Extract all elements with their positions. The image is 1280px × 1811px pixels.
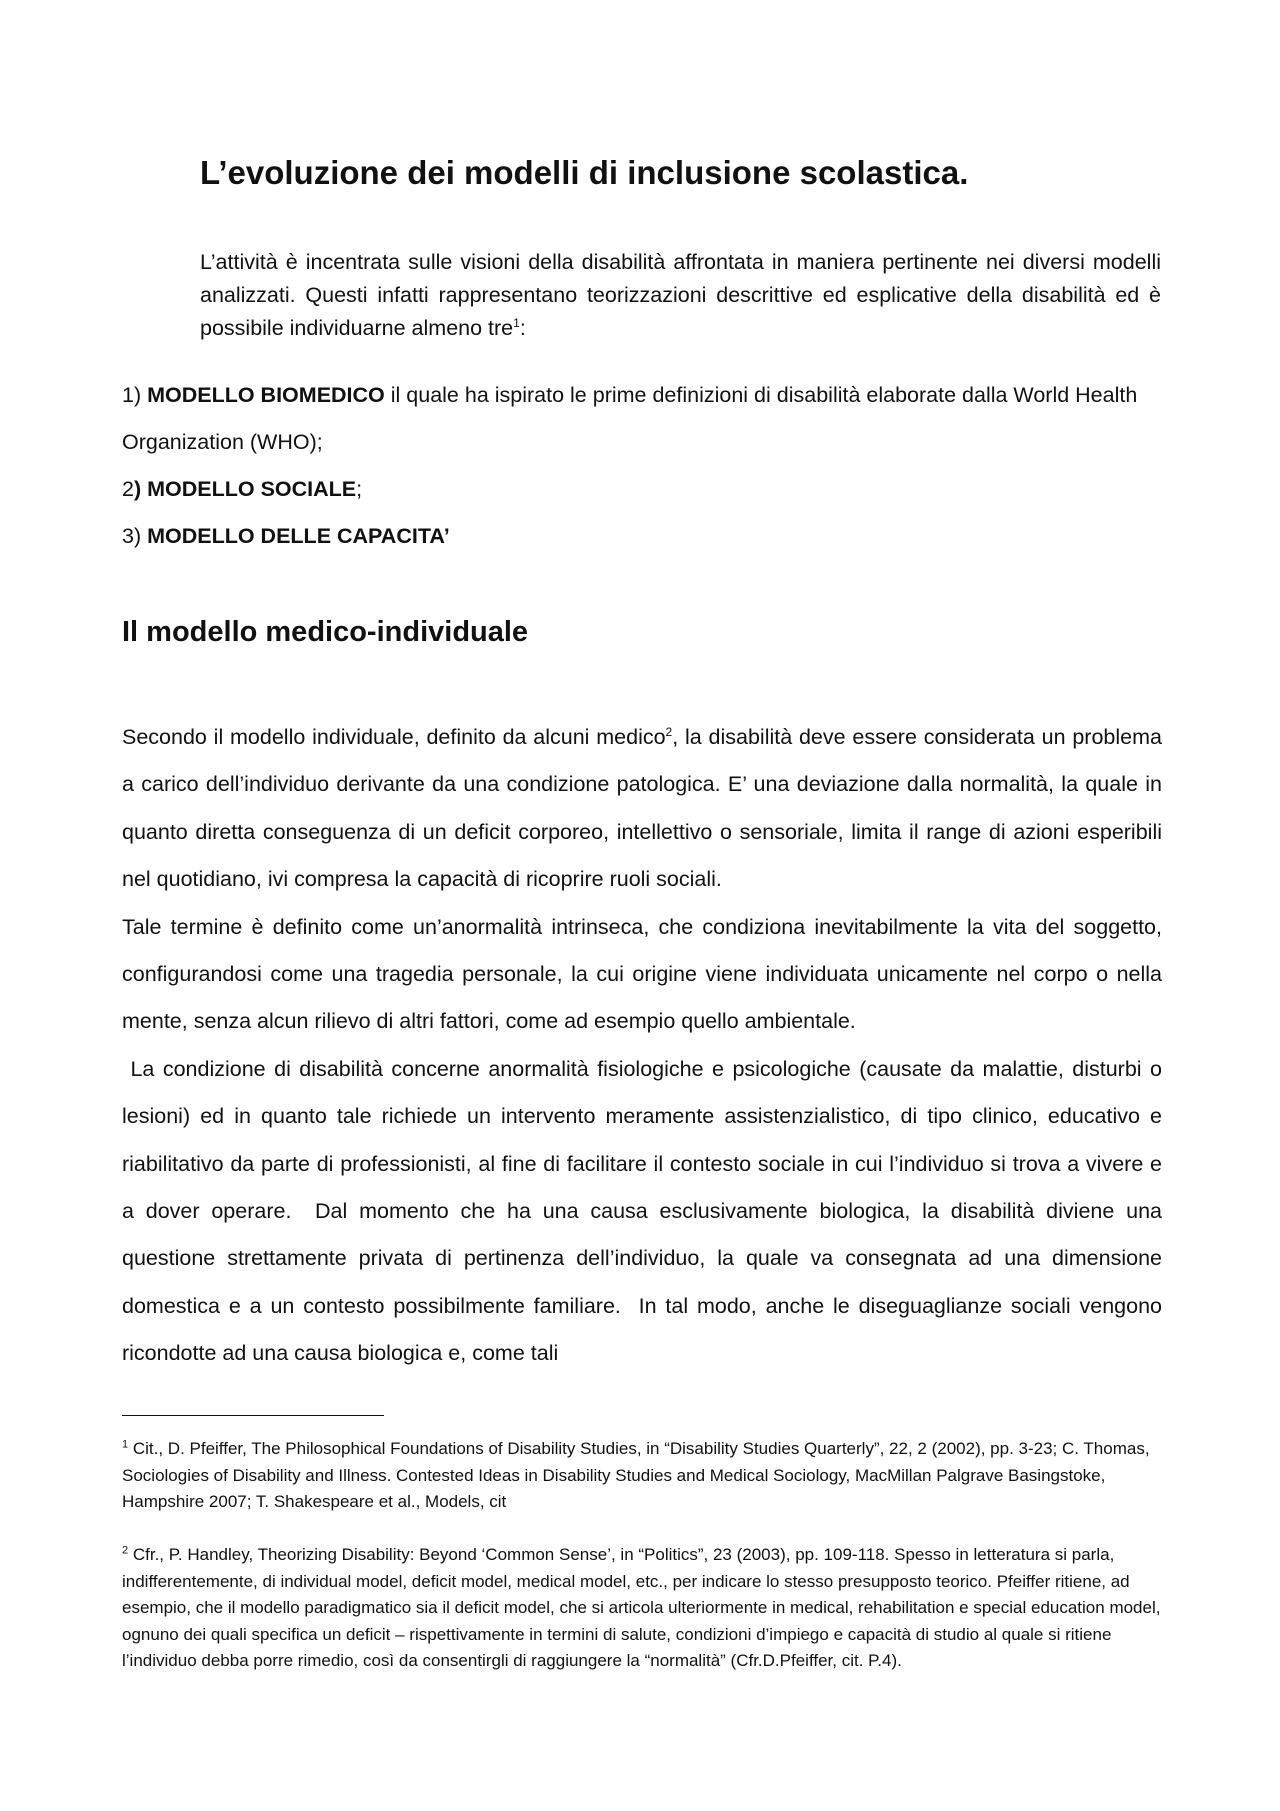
- footnote-1: [122, 1436, 1162, 1516]
- body-text: [122, 714, 1168, 1378]
- footnote-2: [122, 1542, 1162, 1675]
- body-paragraph-2: Tale termine è definito come un’anormalità intrinseca, che condiziona inevitabilmente la vita del soggetto, configurandosi come una tragedia personale, la cui origine viene individuata unicamente nel corpo o nella mente, senza alcun rilievo di altri fattori, come ad esempio quello ambientale.: [122, 914, 1162, 1034]
- models-list: [122, 372, 1162, 560]
- intro-text: L’attività è incentrata sulle visioni della disabilità affrontata in maniera pertinente nei diversi modelli analizzati. Questi infatti rappresentano teorizzazioni descrittive ed esplicative della disabilità ed è possibile individuarne almeno tre: [200, 250, 1161, 340]
- footnote-text: Cit., D. Pfeiffer, The Philosophical Foundations of Disability Studies, in “Disability Studies Quarterly”, 22, 2 (2002), pp. 3-23; C. Thomas, Sociologies of Disability and Illness. Contested Ideas in Disability Studies and Medical Sociology, MacMillan Palgrave Basingstoke, Hampshire 2007; T. Shakespeare et al., Models, cit: [122, 1439, 1150, 1511]
- document-title: L’evoluzione dei modelli di inclusione scolastica.: [200, 154, 969, 191]
- list-item-name: MODELLO BIOMEDICO: [147, 383, 385, 407]
- list-item-sociale: [122, 466, 1162, 513]
- intro-suffix: :: [519, 316, 526, 340]
- footnote-mark: 1: [122, 1438, 129, 1451]
- list-item-description: ;: [356, 477, 363, 501]
- footnote-separator: [122, 1415, 384, 1416]
- footnote-ref-1[interactable]: 1: [513, 315, 520, 330]
- list-item-number: 1): [122, 383, 148, 407]
- body-paragraph-1-end: , la disabilità deve essere considerata un problema a carico dell’individuo derivante da una condizione patologica. E’ una deviazione dalla normalità, la quale in quanto diretta conseguenza di un deficit corporeo, intellettivo o sensoriale, limita il range di azioni esperibili nel quotidiano, ivi compresa la capacità di ricoprire ruoli sociali.: [122, 725, 1162, 892]
- footnote-mark: 2: [122, 1544, 129, 1557]
- list-item-biomedico: [122, 372, 1162, 466]
- section-heading: Il modello medico-individuale: [122, 616, 529, 648]
- intro-paragraph: [200, 246, 1161, 345]
- list-item-number: 3): [122, 524, 148, 548]
- body-paragraph-3: La condizione di disabilità concerne anormalità fisiologiche e psicologiche (causate da malattie, disturbi o lesioni) ed in quanto tale richiede un intervento meramente assistenzialistico, di tipo clinico, educativo e riabilitativo da parte di professionisti, al fine di facilitare il contesto sociale in cui l’individuo si trova a vivere e a dover operare. Dal momento che ha una causa esclusivamente biologica, la disabilità diviene una questione strettamente privata di pertinenza dell’individuo, la quale va consegnata ad una dimensione domestica e a un contesto possibilmente familiare. In tal modo, anche le diseguaglianze sociali vengono ricondotte ad una causa biologica e, come tali: [122, 1056, 1168, 1366]
- list-item-name: MODELLO DELLE CAPACITA’: [147, 524, 450, 548]
- list-item-number: 2: [122, 477, 134, 501]
- footnote-text: Cfr., P. Handley, Theorizing Disability: Beyond ‘Common Sense’, in “Politics”, 23 (2003), pp. 109-118. Spesso in letteratura si parla, indifferentemente, di individual model, deficit model, medical model, etc., per indicare lo stesso presupposto teorico. Pfeiffer ritiene, ad esempio, che il modello paradigmatico sia il deficit model, che si articola ulteriormente in medical, rehabilitation e special education model, ognuno dei quali specifica un deficit – rispettivamente in termini di salute, condizioni d’impiego e capacità di studio al quale si ritiene l’individuo debba porre rimedio, così da consentirgli di raggiungere la “normalità” (Cfr.D.Pfeiffer, cit. P.4).: [122, 1545, 1161, 1670]
- body-paragraph-1-start: Secondo il modello individuale, definito da alcuni medico: [122, 725, 666, 749]
- footnote-ref-2[interactable]: 2: [665, 724, 673, 739]
- list-item-name: ) MODELLO SOCIALE: [133, 477, 357, 501]
- body-paragraph-1: [122, 714, 1162, 904]
- list-item-description: il quale ha ispirato le prime definizioni di disabilità elaborate dalla World Health Organization (WHO);: [122, 383, 1138, 454]
- list-item-capacita: [122, 513, 1162, 560]
